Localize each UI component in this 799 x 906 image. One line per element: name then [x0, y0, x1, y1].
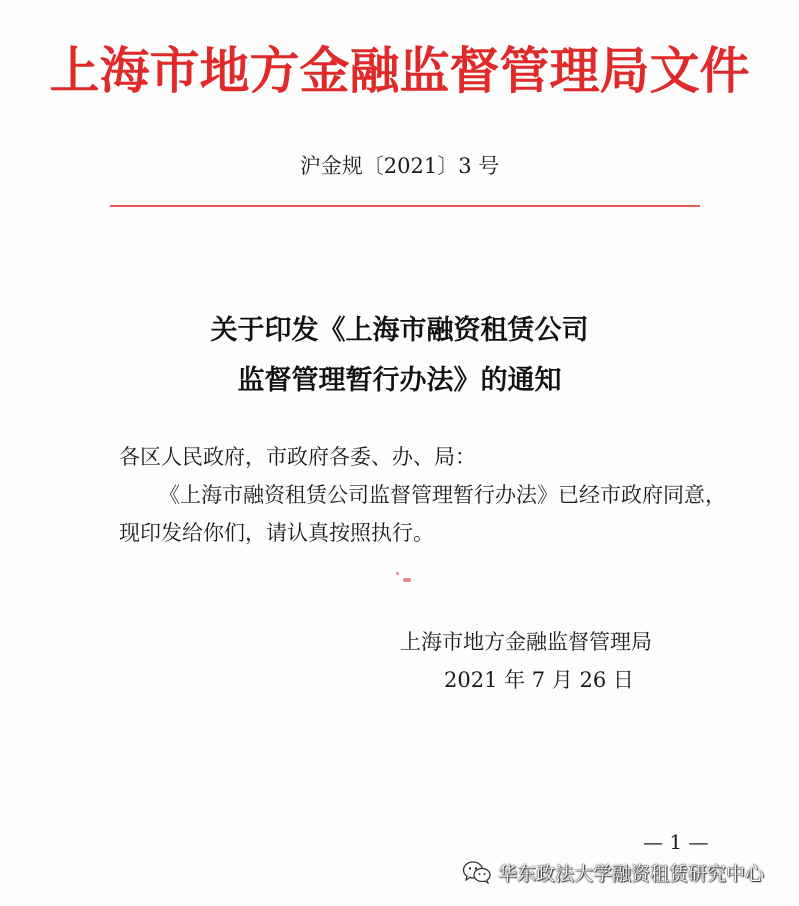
body-paragraph-line-2: 现印发给你们，请认真按照执行。: [119, 521, 434, 545]
wechat-icon: [462, 860, 492, 884]
document-number: 沪金规〔2021〕3 号: [299, 154, 500, 178]
notice-title-line-2: 监督管理暂行办法》的通知: [237, 365, 562, 396]
watermark: [462, 856, 764, 888]
issue-date: 2021 年 7 月 26 日: [444, 668, 634, 692]
notice-title: [0, 306, 799, 406]
watermark-text: 华东政法大学融资租赁研究中心: [498, 862, 765, 885]
seal-mark: [396, 572, 399, 575]
red-divider-line: [110, 205, 700, 207]
body-paragraph-line-1: 《上海市融资租赁公司监督管理暂行办法》已经市政府同意，: [159, 483, 726, 507]
page-number: — 1 —: [643, 830, 709, 854]
salutation: 各区人民政府，市政府各委、办、局：: [119, 445, 476, 469]
document-header-title: 上海市地方金融监督管理局文件: [49, 41, 750, 100]
notice-body: [119, 438, 739, 552]
notice-title-line-1: 关于印发《上海市融资租赁公司: [210, 315, 589, 346]
issuer-signature: 上海市地方金融监督管理局: [400, 630, 652, 654]
seal-mark-2: [403, 578, 411, 582]
